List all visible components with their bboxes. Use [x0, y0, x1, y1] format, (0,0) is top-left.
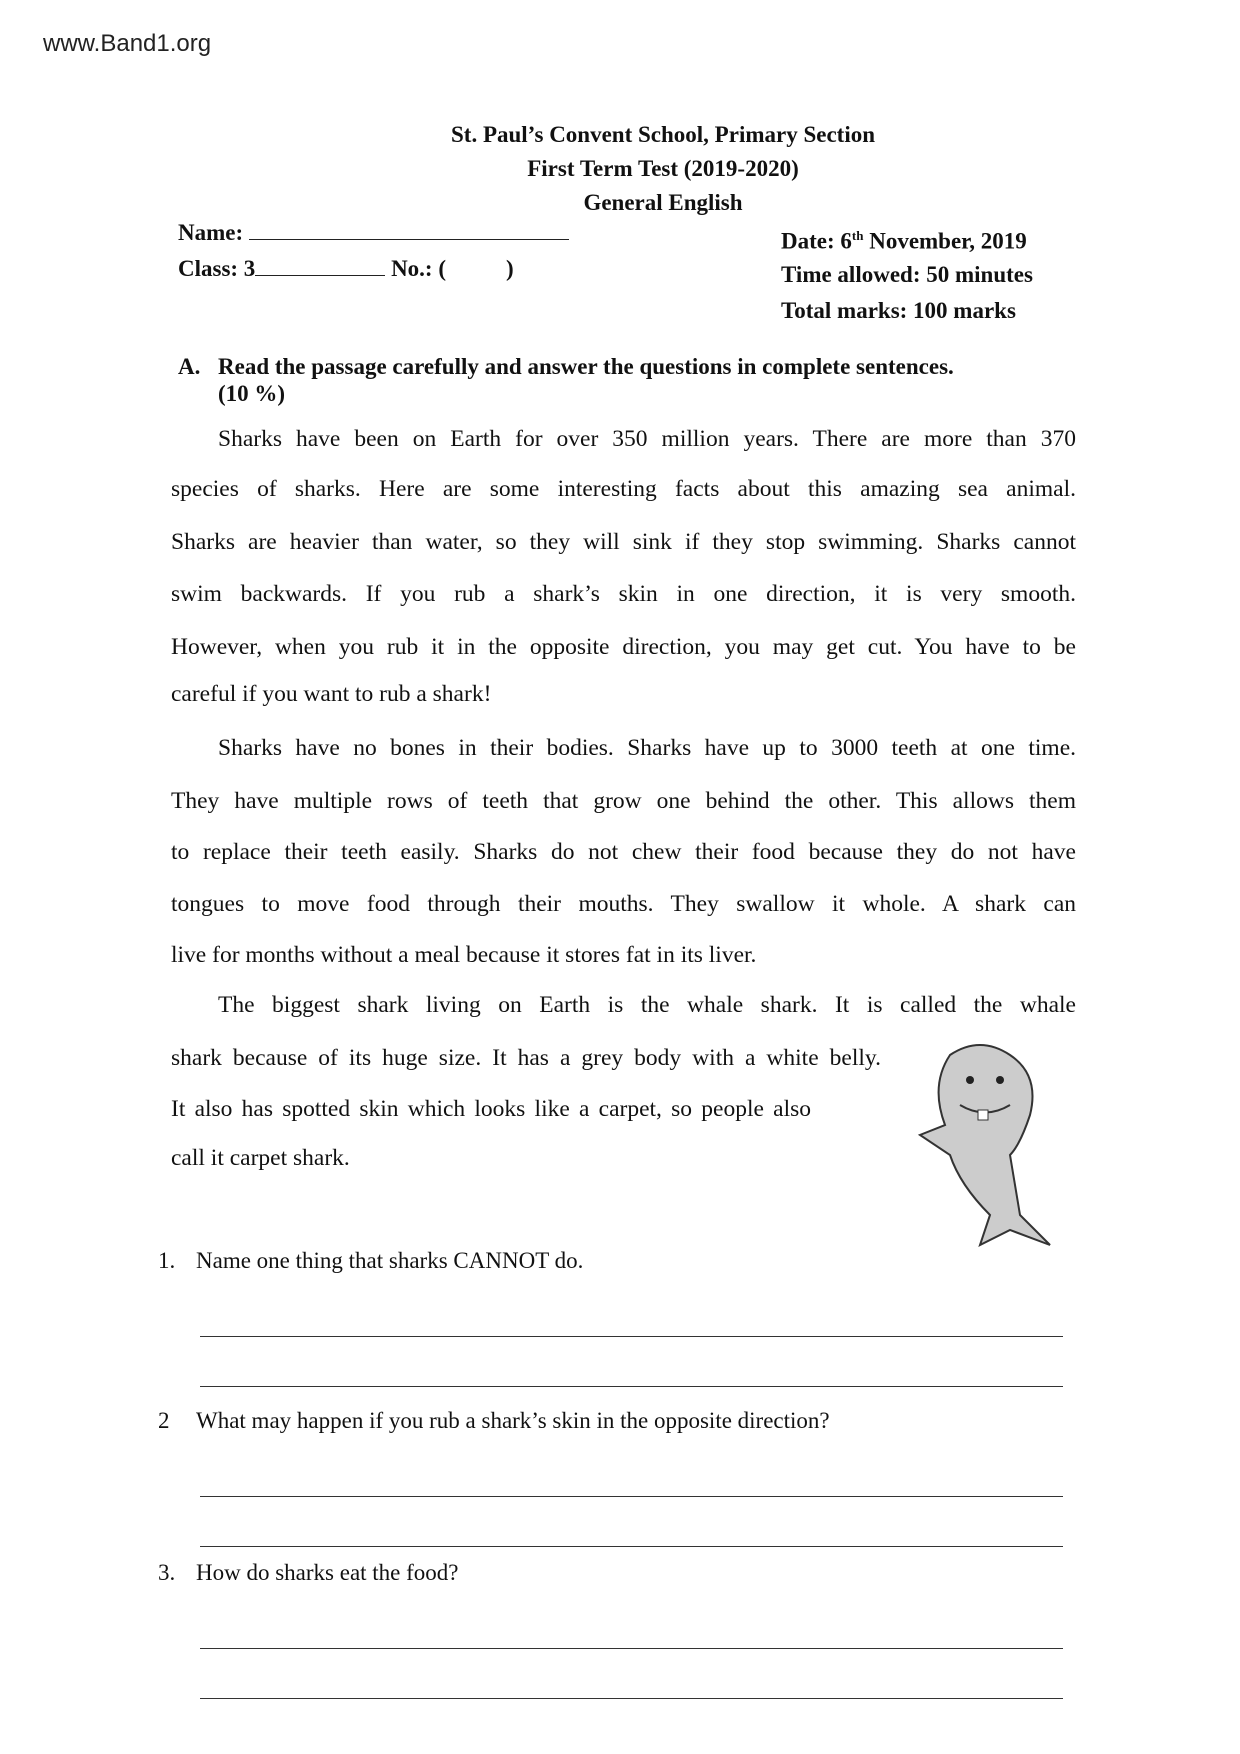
date-label: Date: 6	[781, 228, 852, 254]
name-label: Name:	[178, 220, 244, 245]
date-sup: th	[851, 228, 864, 243]
passage-line: to replace their teeth easily. Sharks do not chew their food because they do not have	[171, 839, 1076, 865]
answer-line[interactable]	[200, 1336, 1063, 1337]
passage-line: tongues to move food through their mouths. They swallow it whole. A shark can	[171, 891, 1076, 917]
passage-line: The biggest shark living on Earth is the whale shark. It is called the whale	[218, 992, 1076, 1018]
section-letter: A.	[178, 354, 201, 379]
date	[781, 228, 1027, 255]
question-text: How do sharks eat the food?	[196, 1560, 459, 1585]
passage-line: careful if you want to rub a shark!	[171, 681, 492, 707]
passage-line: species of sharks. Here are some interesting facts about this amazing sea animal.	[171, 476, 1076, 502]
answer-line[interactable]	[200, 1698, 1063, 1699]
passage-line: call it carpet shark.	[171, 1145, 350, 1171]
class-blank[interactable]	[255, 275, 385, 276]
class-field[interactable]	[178, 256, 514, 282]
section-marks: (10 %)	[218, 381, 286, 406]
class-label: Class: 3	[178, 256, 256, 281]
section-instruction: Read the passage carefully and answer the questions in complete sentences.	[218, 354, 954, 379]
answer-line[interactable]	[200, 1648, 1063, 1649]
passage-line: Sharks are heavier than water, so they will sink if they stop swimming. Sharks cannot	[171, 529, 1076, 555]
subject-name: General English	[583, 190, 743, 215]
passage-line: However, when you rub it in the opposite direction, you may get cut. You have to be	[171, 634, 1076, 660]
question-text: Name one thing that sharks CANNOT do.	[196, 1248, 584, 1273]
passage-line: swim backwards. If you rub a shark’s skin in one direction, it is very smooth.	[171, 581, 1076, 607]
question-number: 2	[158, 1408, 170, 1433]
school-name: St. Paul’s Convent School, Primary Section	[451, 122, 875, 147]
question-number: 3.	[158, 1560, 176, 1585]
answer-line[interactable]	[200, 1386, 1063, 1387]
answer-line[interactable]	[200, 1496, 1063, 1497]
no-close: )	[506, 256, 514, 281]
answer-line[interactable]	[200, 1546, 1063, 1547]
name-field[interactable]	[178, 220, 569, 246]
test-name: First Term Test (2019-2020)	[527, 156, 799, 181]
watermark-link[interactable]: www.Band1.org	[43, 30, 212, 57]
total-marks: Total marks: 100 marks	[781, 298, 1016, 323]
question-text: What may happen if you rub a shark’s skin in the opposite direction?	[196, 1408, 830, 1433]
shark-illustration	[900, 1035, 1060, 1255]
passage-line: live for months without a meal because it stores fat in its liver.	[171, 942, 757, 968]
passage-line: It also has spotted skin which looks like a carpet, so people also	[171, 1096, 811, 1122]
time-allowed: Time allowed: 50 minutes	[781, 262, 1033, 287]
date-rest: November, 2019	[863, 228, 1027, 254]
no-label: No.: (	[391, 256, 446, 281]
question-number: 1.	[158, 1248, 176, 1273]
passage-line: Sharks have been on Earth for over 350 million years. There are more than 370	[218, 426, 1076, 452]
passage-line: shark because of its huge size. It has a grey body with a white belly.	[171, 1045, 881, 1071]
passage-line: They have multiple rows of teeth that grow one behind the other. This allows them	[171, 788, 1076, 814]
name-blank[interactable]	[249, 239, 569, 240]
passage-line: Sharks have no bones in their bodies. Sharks have up to 3000 teeth at one time.	[218, 735, 1076, 761]
